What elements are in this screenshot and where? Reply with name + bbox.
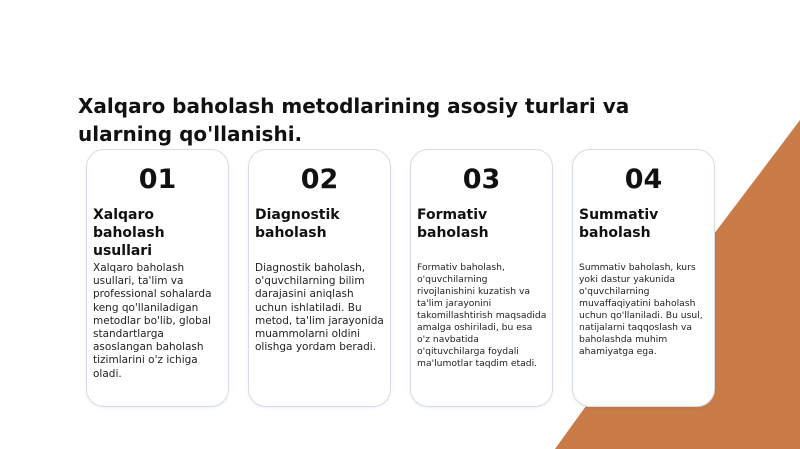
card-03	[410, 149, 553, 407]
card-number: 03	[462, 164, 501, 195]
card-body: Summativ baholash, kurs yoki dastur yakunida o'quvchilarning muvaffaqiyatini baholash uchun qo'llaniladi. Bu usul, natijalarni taqqoslash va baholashda muhim ahamiyatga ega.	[579, 262, 703, 357]
card-heading: Summativ baholash	[579, 207, 659, 241]
card-body: Xalqaro baholash usullari, ta'lim va professional sohalarda keng qo'llaniladigan metodlar bo'lib, global standartlarga asoslangan baholash tizimlarini o'z ichiga oladi.	[93, 262, 212, 380]
card-04	[572, 149, 715, 407]
card-02	[248, 149, 391, 407]
card-heading: Diagnostik baholash	[255, 207, 340, 241]
card-body: Diagnostik baholash, o'quvchilarning bilim darajasini aniqlash uchun ishlatiladi. Bu metod, ta'lim jarayonida muammolarni oldini olishga yordam beradi.	[255, 262, 384, 354]
card-heading: Formativ baholash	[417, 207, 489, 241]
slide-title: Xalqaro baholash metodlarining asosiy turlari va ularning qo'llanishi.	[78, 94, 630, 146]
card-number: 02	[300, 164, 339, 195]
card-number: 04	[624, 164, 663, 195]
card-body: Formativ baholash, o'quvchilarning rivojlanishini kuzatish va ta'lim jarayonini takomillashtirish maqsadida amalga oshiriladi, bu esa o'z navbatida o'qituvchilarga foydali ma'lumotlar taqdim etadi.	[417, 262, 547, 369]
card-heading: Xalqaro baholash usullari	[93, 207, 165, 259]
card-number: 01	[138, 164, 177, 195]
card-01	[86, 149, 229, 407]
